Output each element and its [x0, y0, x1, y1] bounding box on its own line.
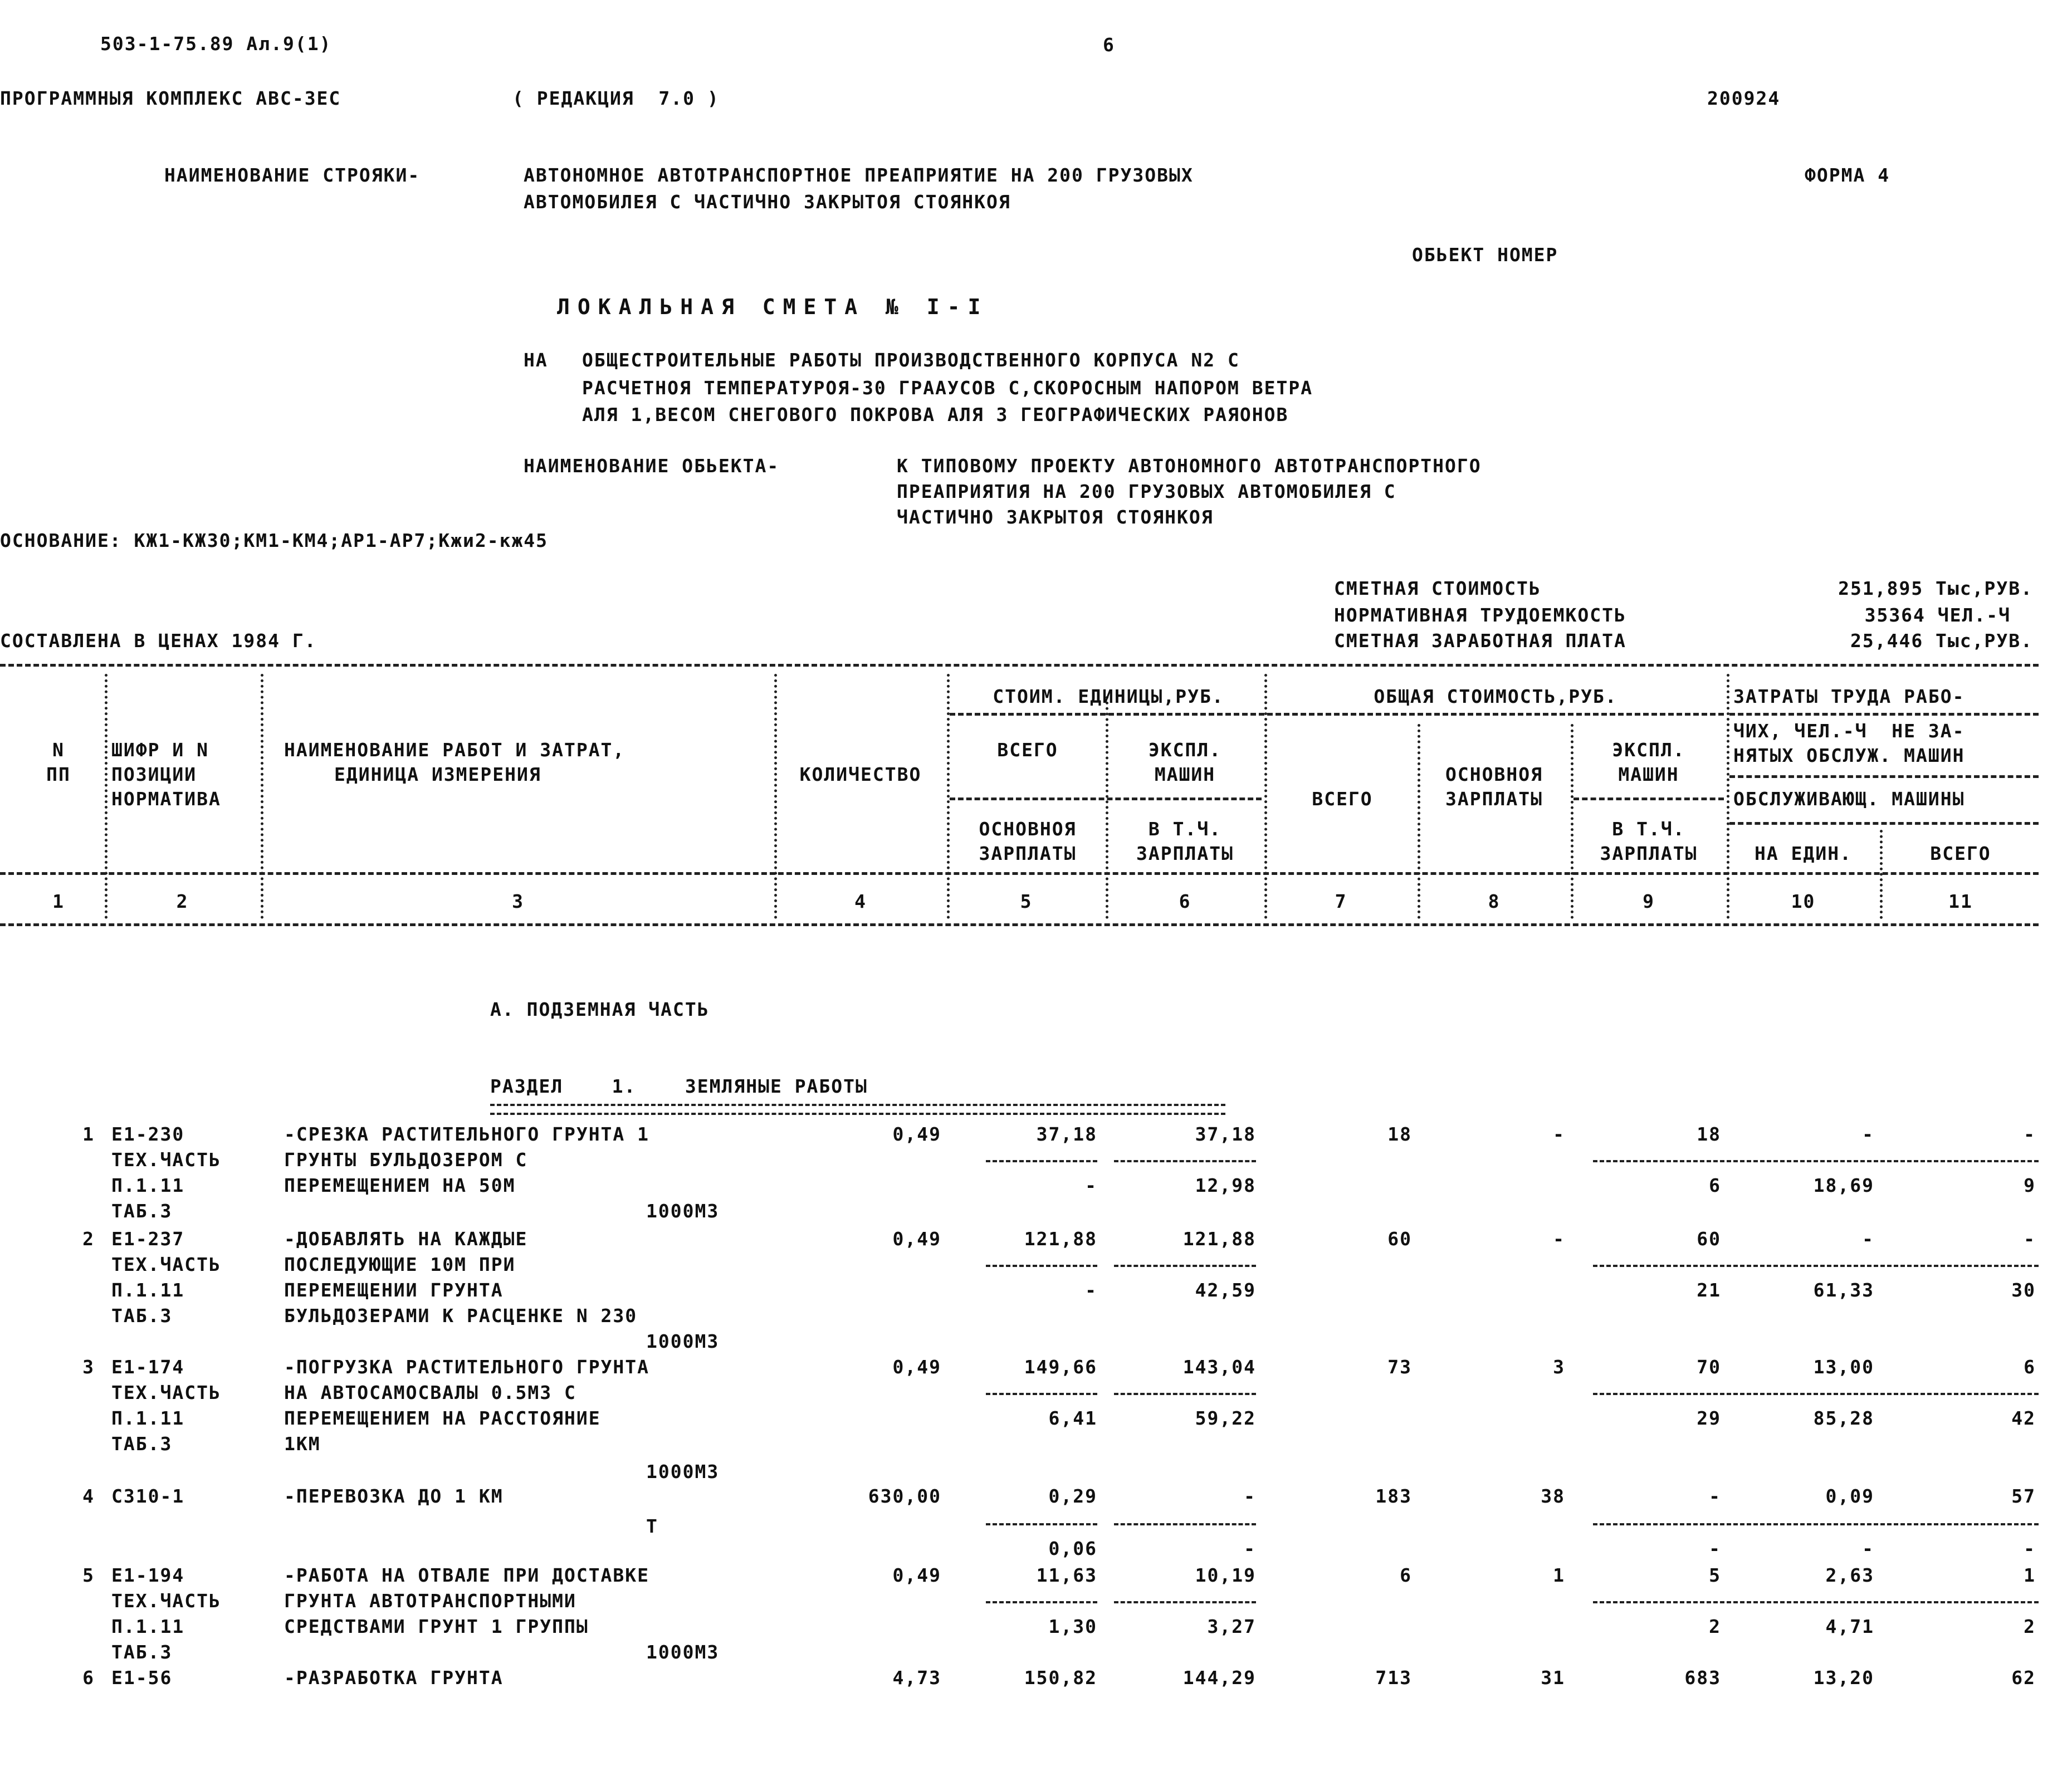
header-sub-rule	[1729, 822, 2039, 825]
col-number: 6	[1179, 891, 1191, 912]
row-subline	[1593, 1160, 2039, 1162]
document-code: 503-1-75.89 Ал.9(1)	[100, 33, 332, 55]
row-subline	[986, 1160, 1097, 1162]
row-number: 1	[82, 1123, 95, 1145]
row-number: 5	[82, 1564, 95, 1586]
row-unit-total: 11,63	[1036, 1564, 1097, 1586]
row-name: ПЕРЕМЕЩЕНИЕМ НА 50М	[284, 1175, 516, 1196]
row-qty: 630,00	[868, 1485, 941, 1507]
row-labor-unit-serv: 18,69	[1813, 1175, 1874, 1196]
col-head-total-wage: ЗАРПЛАТЫ	[1445, 788, 1543, 810]
col-head-n: ПП	[46, 764, 71, 785]
row-name: -ПЕРЕВОЗКА ДО 1 КМ	[284, 1485, 504, 1507]
summary-value-cost: 251,895 Тыс,РУВ.	[1838, 578, 2033, 599]
row-total-mach: 60	[1697, 1228, 1721, 1250]
col-head-code: ПОЗИЦИИ	[111, 764, 197, 785]
row-unit-wage: 6,41	[1048, 1407, 1097, 1429]
numbers-bottom-rule	[0, 923, 2039, 926]
row-unit-mach: 143,04	[1182, 1356, 1256, 1378]
row-unit-total: 149,66	[1024, 1356, 1097, 1378]
row-labor-unit-serv: 85,28	[1813, 1407, 1874, 1429]
row-code: П.1.11	[111, 1407, 185, 1429]
row-code: ТАБ.3	[111, 1200, 173, 1222]
object-number-label: ОБЬЕКТ НОМЕР	[1412, 244, 1558, 266]
header-sub-rule	[1729, 775, 2039, 778]
col-number: 11	[1948, 891, 1973, 912]
col-head-code: ШИФР И N	[111, 739, 209, 761]
col-head-total-wage: ОСНОВНОЯ	[1445, 764, 1543, 785]
row-unit-mach: 121,88	[1182, 1228, 1256, 1250]
header-col-separator	[1264, 674, 1267, 919]
col-number: 8	[1488, 891, 1501, 912]
col-head-labor: ЧИХ, ЧЕЛ.-Ч НЕ ЗА-	[1733, 720, 1965, 742]
prices-year: СОСТАВЛЕНА В ЦЕНАХ 1984 Г.	[0, 630, 317, 652]
row-name: НА АВТОСАМОСВАЛЫ 0.5М3 С	[284, 1382, 576, 1403]
row-labor-all-serv: 30	[2011, 1279, 2036, 1301]
row-code: ТЕХ.ЧАСТЬ	[111, 1254, 221, 1275]
works-prefix: НА	[524, 349, 548, 371]
section-underline	[490, 1104, 1225, 1115]
col-head-labor: ЗАТРАТЫ ТРУДА РАБО-	[1733, 686, 1965, 707]
row-name: -СРЕЗКА РАСТИТЕЛЬНОГО ГРУНТА 1	[284, 1123, 650, 1145]
row-total-mach: 683	[1684, 1667, 1721, 1689]
row-subline	[1114, 1523, 1256, 1525]
col-head-unit-mach: МАШИН	[1154, 764, 1216, 785]
row-subline	[1593, 1523, 2039, 1525]
row-qty: 0,49	[892, 1564, 941, 1586]
row-subline	[1593, 1265, 2039, 1267]
row-unit: 1000М3	[646, 1641, 720, 1663]
row-code: Е1-230	[111, 1123, 185, 1145]
works-desc-line-2: РАСЧЕТНОЯ ТЕМПЕРАТУРОЯ-30 ГРААУСОВ С,СКОРОСНЫМ НАПОРОМ ВЕТРА	[582, 377, 1313, 399]
col-head-labor: НЯТЫХ ОБСЛУЖ. МАШИН	[1733, 745, 1965, 766]
row-code: П.1.11	[111, 1279, 185, 1301]
works-desc-line-3: АЛЯ 1,ВЕСОМ СНЕГОВОГО ПОКРОВА АЛЯ 3 ГЕОГРАФИЧЕСКИХ РАЯОНОВ	[582, 404, 1289, 425]
row-labor-unit: 2,63	[1825, 1564, 1874, 1586]
row-total: 73	[1387, 1356, 1412, 1378]
row-unit-mach: -	[1244, 1485, 1256, 1507]
summary-label-cost: СМЕТНАЯ СТОИМОСТЬ	[1334, 578, 1541, 599]
section-heading: РАЗДЕЛ 1. ЗЕМЛЯНЫЕ РАБОТЫ	[490, 1075, 868, 1097]
header-col-separator	[1727, 674, 1729, 919]
row-unit-incl: 12,98	[1195, 1175, 1256, 1196]
header-sub-rule	[1573, 798, 1724, 800]
row-labor-all: 57	[2011, 1485, 2036, 1507]
row-qty: 4,73	[892, 1667, 941, 1689]
row-unit-incl: 3,27	[1207, 1616, 1256, 1637]
row-code: ТЕХ.ЧАСТЬ	[111, 1590, 221, 1612]
col-head-total-incl: ЗАРПЛАТЫ	[1600, 843, 1698, 864]
row-labor-all-serv: 42	[2011, 1407, 2036, 1429]
col-head-total-cost: ОБЩАЯ СТОИМОСТЬ,РУБ.	[1374, 686, 1617, 707]
row-code: ТАБ.3	[111, 1433, 173, 1455]
row-name: ГРУНТЫ БУЛЬДОЗЕРОМ С	[284, 1149, 528, 1171]
object-name-line-3: ЧАСТИЧНО ЗАКРЫТОЯ СТОЯНКОЯ	[897, 506, 1214, 528]
row-number: 2	[82, 1228, 95, 1250]
row-number: 6	[82, 1667, 95, 1689]
row-subline	[1114, 1265, 1256, 1267]
row-subline	[1114, 1601, 1256, 1603]
object-name-line-2: ПРЕАПРИЯТИЯ НА 200 ГРУЗОВЫХ АВТОМОБИЛЕЯ С	[897, 481, 1396, 502]
row-qty: 0,49	[892, 1228, 941, 1250]
row-unit-wage: -	[1085, 1279, 1097, 1301]
construction-label: НАИМЕНОВАНИЕ СТРОЯКИ-	[164, 164, 421, 186]
row-total-mach: -	[1709, 1485, 1721, 1507]
part-heading: А. ПОДЗЕМНАЯ ЧАСТЬ	[490, 999, 710, 1020]
row-name: ПОСЛЕДУЮЩИЕ 10М ПРИ	[284, 1254, 516, 1275]
row-number: 3	[82, 1356, 95, 1378]
row-total-wage: 1	[1553, 1564, 1565, 1586]
row-unit-total: 0,29	[1048, 1485, 1097, 1507]
col-head-qty: КОЛИЧЕСТВО	[799, 764, 922, 785]
row-labor-unit-serv: -	[1862, 1538, 1874, 1559]
col-head-name: НАИМЕНОВАНИЕ РАБОТ И ЗАТРАТ,	[284, 739, 625, 761]
col-number: 2	[176, 891, 189, 912]
col-head-unit-incl: В Т.Ч.	[1148, 818, 1222, 840]
row-unit-incl: -	[1244, 1538, 1256, 1559]
row-name: БУЛЬДОЗЕРАМИ К РАСЦЕНКЕ N 230	[284, 1305, 638, 1327]
construction-name-line-2: АВТОМОБИЛЕЯ С ЧАСТИЧНО ЗАКРЫТОЯ СТОЯНКОЯ	[524, 191, 1011, 213]
row-total: 60	[1387, 1228, 1412, 1250]
row-qty: 0,49	[892, 1123, 941, 1145]
row-unit-wage: -	[1085, 1175, 1097, 1196]
header-col-separator	[1106, 696, 1108, 919]
construction-name-line-1: АВТОНОМНОЕ АВТОТРАНСПОРТНОЕ ПРЕАПРИЯТИЕ НА 200 ГРУЗОВЫХ	[524, 164, 1194, 186]
col-head-total-mach: ЭКСПЛ.	[1612, 739, 1685, 761]
row-name: -РАБОТА НА ОТВАЛЕ ПРИ ДОСТАВКЕ	[284, 1564, 650, 1586]
row-unit-wage: 0,06	[1048, 1538, 1097, 1559]
row-name: 1КМ	[284, 1433, 321, 1455]
row-labor-unit: -	[1862, 1228, 1874, 1250]
row-code: Е1-194	[111, 1564, 185, 1586]
basis-line: ОСНОВАНИЕ: КЖ1-КЖ30;КМ1-КМ4;АР1-АР7;Кжи2-кж45	[0, 530, 549, 551]
row-code: ТЕХ.ЧАСТЬ	[111, 1149, 221, 1171]
row-labor-all: -	[2024, 1228, 2036, 1250]
col-head-unit-incl: ЗАРПЛАТЫ	[1136, 843, 1234, 864]
row-code: Е1-237	[111, 1228, 185, 1250]
row-name: -ДОБАВЛЯТЬ НА КАЖДЫЕ	[284, 1228, 528, 1250]
row-total: 713	[1375, 1667, 1412, 1689]
program-edition: ( РЕДАКЦИЯ 7.0 )	[512, 87, 720, 109]
col-head-total-incl: В Т.Ч.	[1612, 818, 1685, 840]
row-total-mach: 5	[1709, 1564, 1721, 1586]
col-number: 1	[52, 891, 65, 912]
row-total-incl: 29	[1697, 1407, 1721, 1429]
row-total-incl: 21	[1697, 1279, 1721, 1301]
col-head-labor-all: ВСЕГО	[1930, 843, 1991, 864]
row-total-wage: -	[1553, 1228, 1565, 1250]
row-total-wage: 31	[1541, 1667, 1565, 1689]
row-subline	[986, 1265, 1097, 1267]
summary-value-labor: 35364 ЧЕЛ.-Ч	[1864, 604, 2011, 626]
row-unit-total: 37,18	[1036, 1123, 1097, 1145]
col-head-unit-wage: ОСНОВНОЯ	[979, 818, 1077, 840]
col-head-unit-cost: СТОИМ. ЕДИНИЦЫ,РУБ.	[993, 686, 1224, 707]
row-total: 183	[1375, 1485, 1412, 1507]
object-name-line-1: К ТИПОВОМУ ПРОЕКТУ АВТОНОМНОГО АВТОТРАНСПОРТНОГО	[897, 455, 1482, 477]
row-subline	[1593, 1601, 2039, 1603]
row-code: ТЕХ.ЧАСТЬ	[111, 1382, 221, 1403]
row-unit-mach: 10,19	[1195, 1564, 1256, 1586]
row-unit: 1000М3	[646, 1461, 720, 1483]
col-head-unit-total: ВСЕГО	[997, 739, 1058, 761]
col-head-labor-unit: НА ЕДИН.	[1755, 843, 1852, 864]
summary-label-labor: НОРМАТИВНАЯ ТРУДОЕМКОСТЬ	[1334, 604, 1626, 626]
col-head-name: ЕДИНИЦА ИЗМЕРЕНИЯ	[334, 764, 541, 785]
row-unit-incl: 59,22	[1195, 1407, 1256, 1429]
header-col-separator	[105, 674, 107, 919]
row-labor-all-serv: 9	[2024, 1175, 2036, 1196]
row-name: -РАЗРАБОТКА ГРУНТА	[284, 1667, 504, 1689]
col-head-total-all: ВСЕГО	[1312, 788, 1373, 810]
row-name: ПЕРЕМЕЩЕНИЕМ НА РАССТОЯНИЕ	[284, 1407, 601, 1429]
summary-value-wage: 25,446 Тыс,РУВ.	[1850, 630, 2033, 652]
row-code: П.1.11	[111, 1616, 185, 1637]
col-head-n: N	[52, 739, 65, 761]
row-code: ТАБ.3	[111, 1305, 173, 1327]
row-code: П.1.11	[111, 1175, 185, 1196]
row-number: 4	[82, 1485, 95, 1507]
header-sub-rule	[950, 798, 1262, 800]
works-desc-line-1: ОБЩЕСТРОИТЕЛЬНЫЕ РАБОТЫ ПРОИЗВОДСТВЕННОГО КОРПУСА N2 С	[582, 349, 1240, 371]
header-sub-rule	[950, 713, 1724, 716]
row-labor-all: 62	[2011, 1667, 2036, 1689]
row-name: ПЕРЕМЕЩЕНИИ ГРУНТА	[284, 1279, 504, 1301]
col-head-code: НОРМАТИВА	[111, 788, 221, 810]
row-labor-unit-serv: 61,33	[1813, 1279, 1874, 1301]
row-code: Е1-174	[111, 1356, 185, 1378]
col-head-unit-wage: ЗАРПЛАТЫ	[979, 843, 1077, 864]
col-number: 10	[1791, 891, 1816, 912]
row-unit-mach: 144,29	[1182, 1667, 1256, 1689]
row-subline	[986, 1523, 1097, 1525]
row-subline	[986, 1393, 1097, 1395]
row-labor-unit: 0,09	[1825, 1485, 1874, 1507]
row-total: 6	[1400, 1564, 1412, 1586]
page-number: 6	[1103, 34, 1115, 56]
col-number: 9	[1643, 891, 1655, 912]
row-total-wage: 38	[1541, 1485, 1565, 1507]
row-code: С310-1	[111, 1485, 185, 1507]
row-subline	[986, 1601, 1097, 1603]
col-number: 5	[1020, 891, 1033, 912]
row-name: -ПОГРУЗКА РАСТИТЕЛЬНОГО ГРУНТА	[284, 1356, 650, 1378]
header-top-rule	[0, 664, 2039, 667]
row-unit-mach: 37,18	[1195, 1123, 1256, 1145]
row-unit-incl: 42,59	[1195, 1279, 1256, 1301]
summary-label-wage: СМЕТНАЯ ЗАРАБОТНАЯ ПЛАТА	[1334, 630, 1626, 652]
row-unit: 1000М3	[646, 1200, 720, 1222]
row-name: ГРУНТА АВТОТРАНСПОРТНЫМИ	[284, 1590, 576, 1612]
program-name: ПРОГРАММНЫЯ КОМПЛЕКС АВС-3ЕС	[0, 87, 341, 109]
row-unit: 1000М3	[646, 1330, 720, 1352]
header-col-separator	[261, 674, 263, 919]
row-qty: 0,49	[892, 1356, 941, 1378]
row-total-mach: 18	[1697, 1123, 1721, 1145]
row-subline	[1593, 1393, 2039, 1395]
row-unit: Т	[646, 1515, 658, 1537]
row-total-wage: -	[1553, 1123, 1565, 1145]
row-total: 18	[1387, 1123, 1412, 1145]
row-labor-unit: 13,20	[1813, 1667, 1874, 1689]
row-subline	[1114, 1393, 1256, 1395]
row-subline	[1114, 1160, 1256, 1162]
date-code: 200924	[1707, 87, 1781, 109]
row-code: ТАБ.3	[111, 1641, 173, 1663]
row-labor-all: -	[2024, 1123, 2036, 1145]
row-unit-total: 150,82	[1024, 1667, 1097, 1689]
row-total-wage: 3	[1553, 1356, 1565, 1378]
row-labor-unit-serv: 4,71	[1825, 1616, 1874, 1637]
row-total-mach: 70	[1697, 1356, 1721, 1378]
col-number: 7	[1335, 891, 1347, 912]
row-unit-wage: 1,30	[1048, 1616, 1097, 1637]
col-head-unit-mach: ЭКСПЛ.	[1148, 739, 1222, 761]
estimate-title: ЛОКАЛЬНАЯ СМЕТА № I-I	[557, 295, 989, 319]
row-labor-unit: -	[1862, 1123, 1874, 1145]
header-col-separator	[947, 674, 950, 919]
row-total-incl: 2	[1709, 1616, 1721, 1637]
col-number: 4	[854, 891, 867, 912]
col-head-labor-serv: ОБСЛУЖИВАЮЩ. МАШИНЫ	[1733, 788, 1965, 810]
row-labor-all: 1	[2024, 1564, 2036, 1586]
col-head-total-mach: МАШИН	[1618, 764, 1679, 785]
row-total-incl: 6	[1709, 1175, 1721, 1196]
form-number: ФОРМА 4	[1805, 164, 1890, 186]
row-labor-all-serv: -	[2024, 1538, 2036, 1559]
object-label: НАИМЕНОВАНИЕ ОБЬЕКТА-	[524, 455, 780, 477]
row-labor-all-serv: 2	[2024, 1616, 2036, 1637]
header-col-separator	[1418, 724, 1420, 919]
header-bottom-rule	[0, 872, 2039, 875]
row-unit-total: 121,88	[1024, 1228, 1097, 1250]
row-total-incl: -	[1709, 1538, 1721, 1559]
header-col-separator	[774, 674, 777, 919]
header-sub-rule	[1729, 713, 2039, 716]
row-labor-all: 6	[2024, 1356, 2036, 1378]
row-labor-unit: 13,00	[1813, 1356, 1874, 1378]
row-name: СРЕДСТВАМИ ГРУНТ 1 ГРУППЫ	[284, 1616, 589, 1637]
col-number: 3	[512, 891, 524, 912]
row-code: Е1-56	[111, 1667, 173, 1689]
